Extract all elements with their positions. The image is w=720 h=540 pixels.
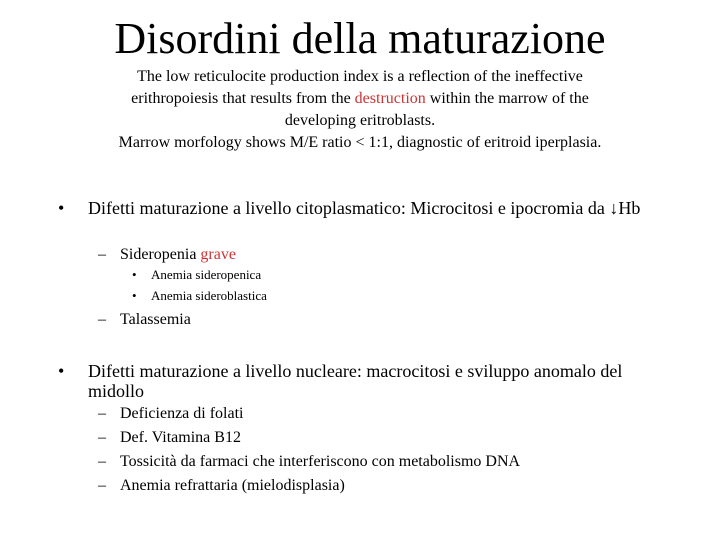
subsubitem-text: Anemia sideropenica <box>151 267 262 282</box>
subtitle-line-4: Marrow morfology shows M/E ratio < 1:1, diagnostic of eritroid iperplasia. <box>118 134 602 151</box>
dash-marker: – <box>98 429 106 446</box>
dot-marker: • <box>132 288 137 303</box>
bullet-marker: • <box>58 198 65 218</box>
bullet-cytoplasmic-defects <box>58 198 668 218</box>
bullet-text-hb: Hb <box>618 198 641 218</box>
bullet-nuclear-defects <box>58 361 668 401</box>
subtitle-line-2 <box>60 88 660 110</box>
subitem-text: Deficienza di folati <box>120 405 244 422</box>
subitem-text: Sideropenia <box>120 246 201 263</box>
dash-marker: – <box>98 311 106 328</box>
subitem-text: Anemia refrattaria (mielodisplasia) <box>120 477 345 494</box>
dash-marker: – <box>98 246 106 263</box>
dash-marker: – <box>98 477 106 494</box>
subitem-text: Def. Vitamina B12 <box>120 429 241 446</box>
subsubitem-text: Anemia sideroblastica <box>151 288 267 303</box>
bullet-text-main: Difetti maturazione a livello citoplasmatico: Microcitosi e ipocromia da <box>88 198 610 218</box>
subitem-text: Tossicità da farmaci che interferiscono con metabolismo DNA <box>120 453 521 470</box>
subtitle-line-2-start: erithropoiesis that results from the <box>131 90 355 107</box>
subitem-talassemia <box>98 308 191 332</box>
subitem-text: Talassemia <box>120 311 191 328</box>
dot-marker: • <box>132 267 137 282</box>
subsubitem-anemia-sideropenica <box>132 265 261 285</box>
destruction-highlight: destruction <box>354 90 426 107</box>
slide-title: Disordini della maturazione <box>114 14 606 63</box>
subsubitem-anemia-sideroblastica <box>132 286 267 306</box>
dash-marker: – <box>98 453 106 470</box>
subitem-vitamina-b12 <box>98 426 241 450</box>
subitem-anemia-refrattaria <box>98 474 345 498</box>
subitem-deficienza-folati <box>98 402 244 426</box>
subtitle-line-2-end: within the marrow of the <box>425 90 589 107</box>
bullet-text: Difetti maturazione a livello nucleare: macrocitosi e sviluppo anomalo del midollo <box>88 361 623 401</box>
grave-highlight: grave <box>200 246 236 263</box>
bullet-text <box>88 198 668 218</box>
subitem-sideropenia <box>98 243 236 267</box>
dash-marker: – <box>98 405 106 422</box>
subtitle-line-1: The low reticulocite production index is a reflection of the ineffective <box>137 68 583 85</box>
subitem-tossicita-farmaci <box>98 450 520 474</box>
subtitle-line-3: developing eritroblasts. <box>284 112 436 129</box>
down-arrow-icon: ↓ <box>609 198 619 218</box>
slide-subtitle <box>60 66 660 154</box>
bullet-marker: • <box>58 361 65 381</box>
